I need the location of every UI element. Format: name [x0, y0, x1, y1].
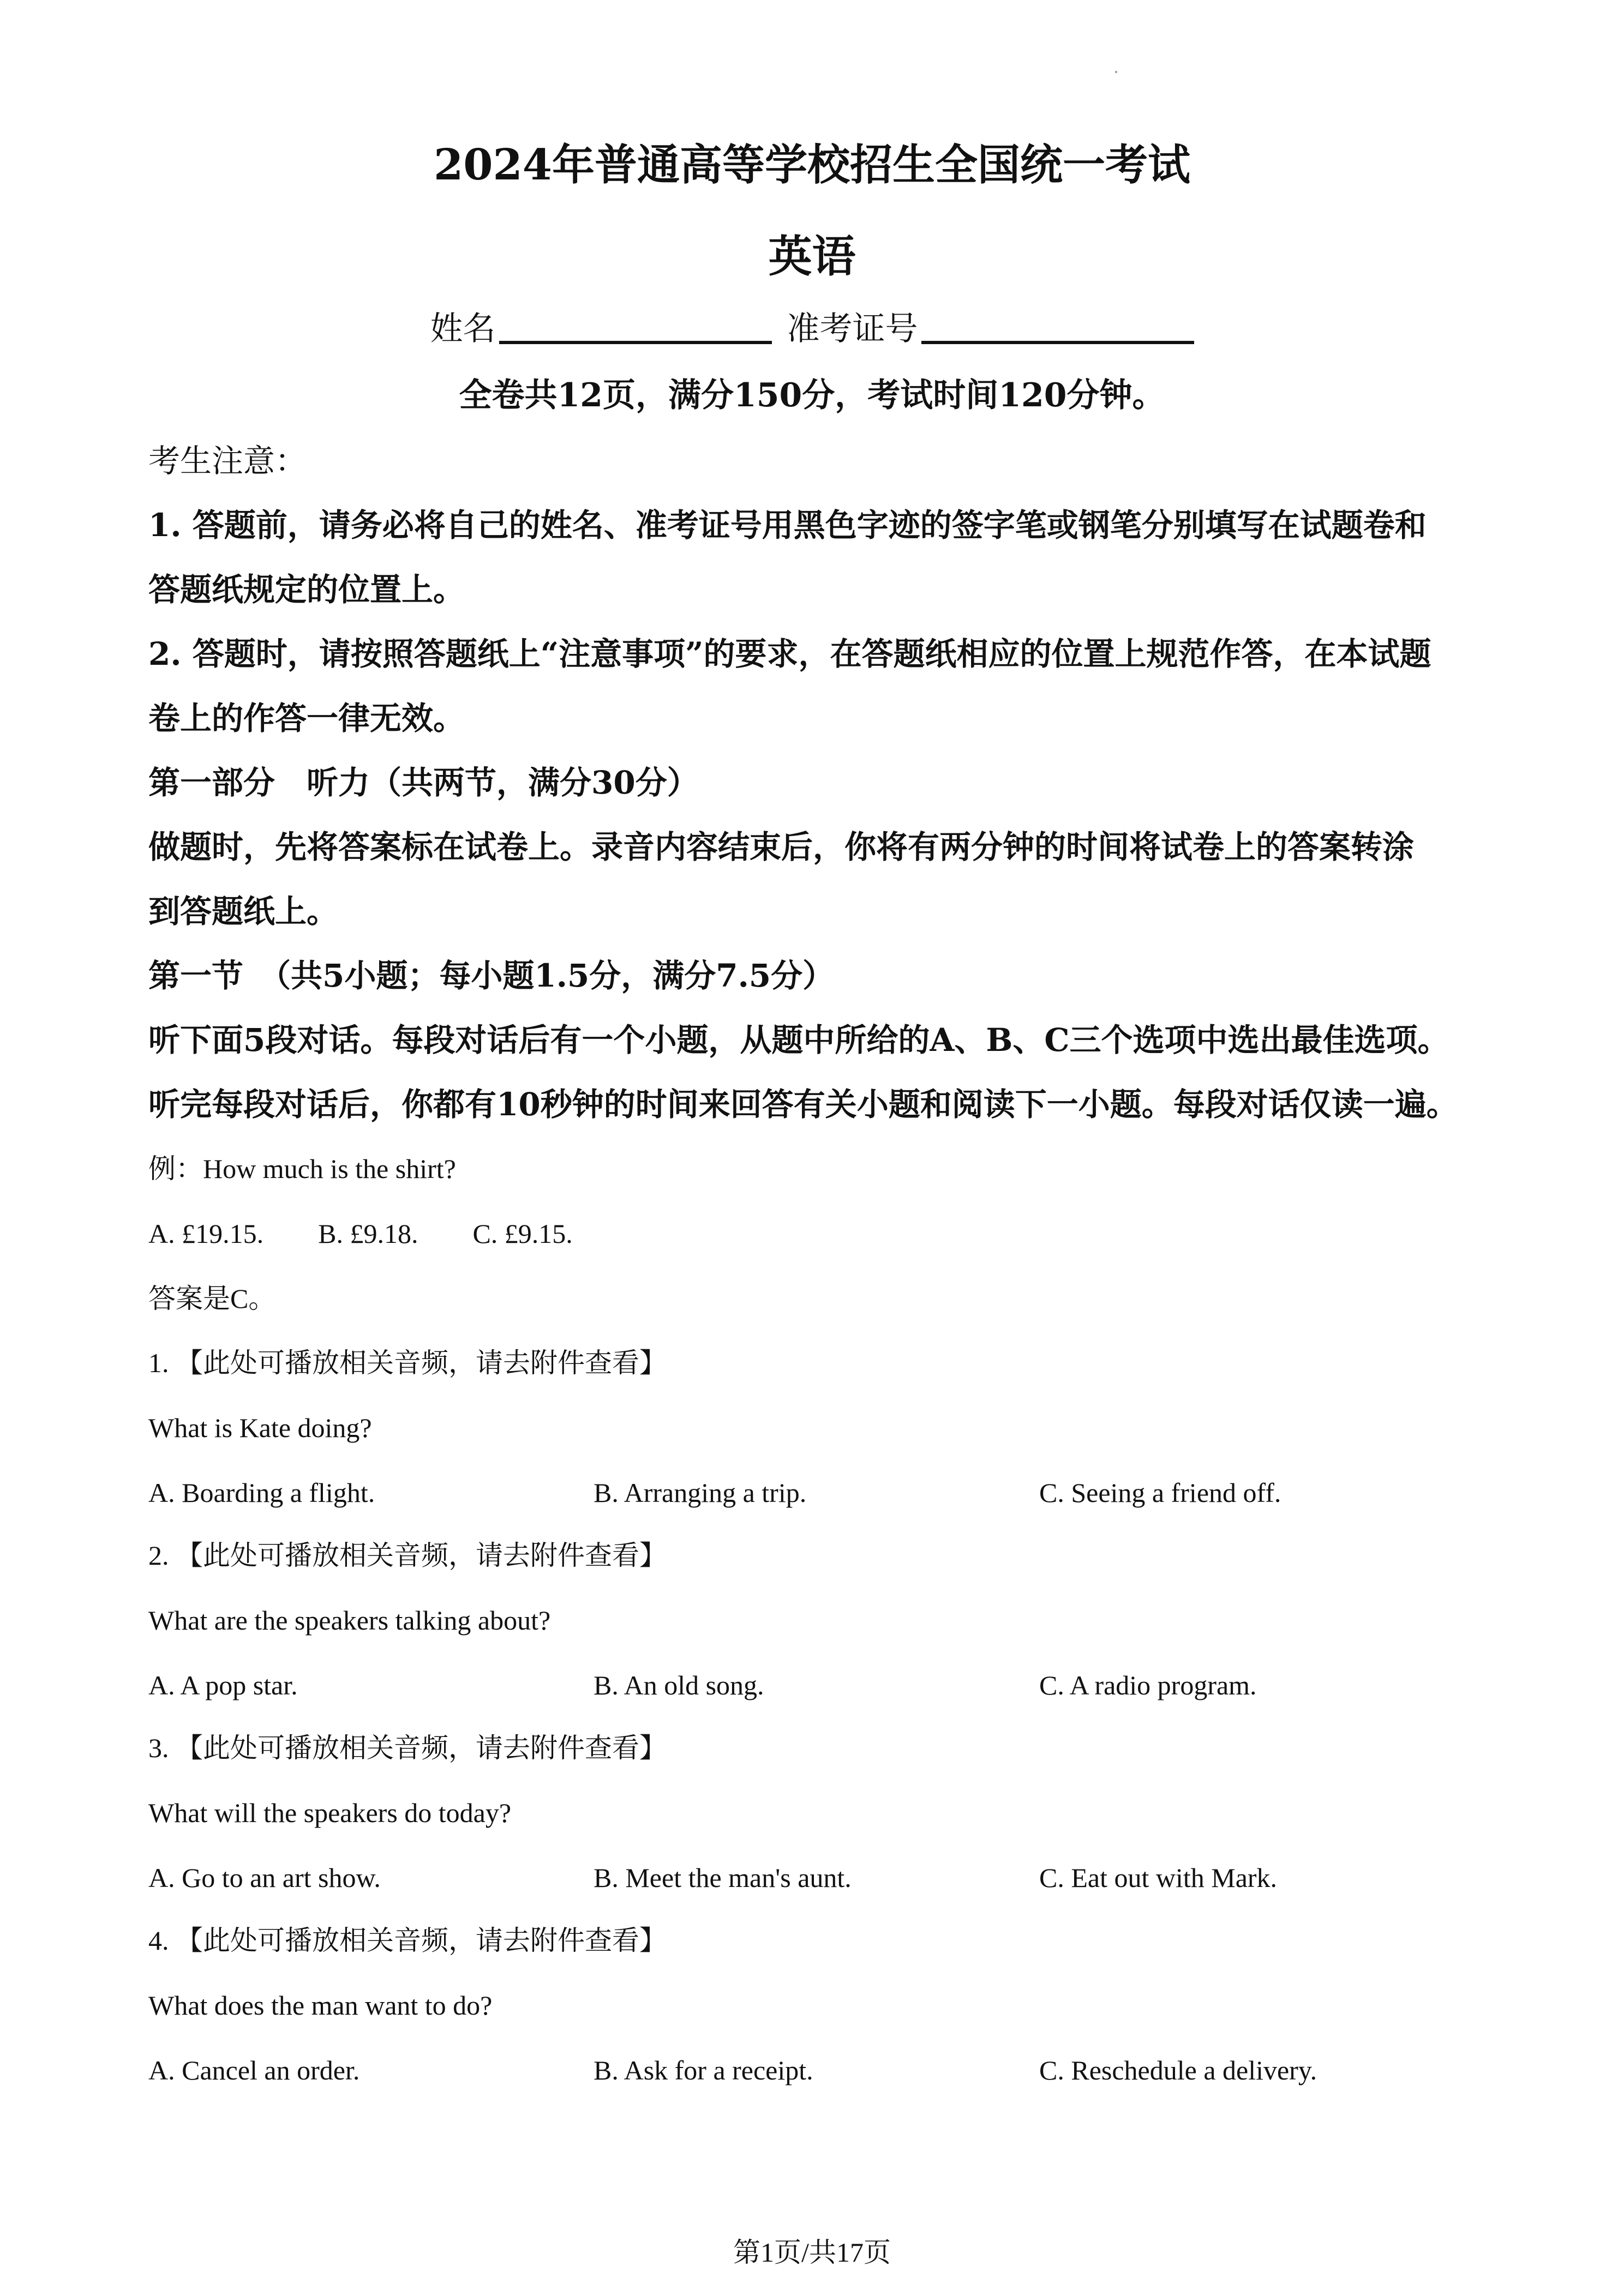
question-3-option-a: A. Go to an art show. — [148, 1862, 381, 1893]
question-3-audio-note: 3. 【此处可播放相关音频，请去附件查看】 — [148, 1733, 667, 1763]
question-4-option-c: C. Reschedule a delivery. — [1039, 2055, 1317, 2085]
question-4-audio-note: 4. 【此处可播放相关音频，请去附件查看】 — [148, 1925, 667, 1956]
part-one-instruction-line-2: 到答题纸上。 — [148, 893, 339, 930]
notice-item-1-line-1: 1. 答题前，请务必将自己的姓名、准考证号用黑色字迹的签字笔或钢笔分别填写在试题卷和 — [148, 507, 1427, 544]
question-3-option-b: B. Meet the man's aunt. — [594, 1862, 852, 1893]
exam-title: 2024年普通高等学校招生全国统一考试 — [433, 140, 1191, 190]
question-1-text: What is Kate doing? — [148, 1413, 372, 1443]
id-field[interactable] — [921, 308, 1194, 344]
question-2-option-a: A. A pop star. — [148, 1670, 298, 1700]
notice-item-1-line-2: 答题纸规定的位置上。 — [148, 571, 465, 608]
exam-info: 全卷共12页，满分150分，考试时间120分钟。 — [459, 376, 1165, 414]
notice-heading: 考生注意： — [148, 442, 307, 479]
part-one-instruction-line-1: 做题时，先将答案标在试卷上。录音内容结束后，你将有两分钟的时间将试卷上的答案转涂 — [148, 828, 1415, 865]
question-4-text: What does the man want to do? — [148, 1990, 493, 2021]
question-1-option-c: C. Seeing a friend off. — [1039, 1477, 1281, 1508]
question-2-text: What are the speakers talking about? — [148, 1605, 551, 1636]
question-2-audio-note: 2. 【此处可播放相关音频，请去附件查看】 — [148, 1540, 667, 1571]
scan-dot — [1115, 71, 1117, 73]
question-4-option-a: A. Cancel an order. — [148, 2055, 360, 2085]
part-one-heading: 第一部分 听力（共两节，满分30分） — [148, 764, 699, 801]
name-field[interactable] — [499, 308, 772, 344]
question-2-option-c: C. A radio program. — [1039, 1670, 1257, 1700]
candidate-info-row — [0, 304, 1624, 353]
question-1-option-a: A. Boarding a flight. — [148, 1477, 375, 1508]
example-answer: 答案是C。 — [148, 1283, 276, 1314]
section-one-heading: 第一节 （共5小题；每小题1.5分，满分7.5分） — [148, 957, 835, 994]
subject-title: 英语 — [768, 231, 856, 282]
question-1-option-b: B. Arranging a trip. — [594, 1477, 807, 1508]
page-number: 第1页/共17页 — [733, 2237, 891, 2268]
section-one-instruction-line-2: 听完每段对话后，你都有10秒钟的时间来回答有关小题和阅读下一小题。每段对话仅读一遍。 — [148, 1086, 1458, 1123]
name-label: 姓名 — [430, 310, 496, 348]
question-1-audio-note: 1. 【此处可播放相关音频，请去附件查看】 — [148, 1348, 667, 1378]
question-3-text: What will the speakers do today? — [148, 1798, 512, 1828]
question-4-option-b: B. Ask for a receipt. — [594, 2055, 813, 2085]
id-label: 准考证号 — [787, 310, 918, 348]
section-one-instruction-line-1: 听下面5段对话。每段对话后有一个小题，从题中所给的A、B、C三个选项中选出最佳选项。 — [148, 1021, 1449, 1059]
notice-item-2-line-2: 卷上的作答一律无效。 — [148, 700, 465, 737]
question-2-option-b: B. An old song. — [594, 1670, 764, 1700]
question-3-option-c: C. Eat out with Mark. — [1039, 1862, 1278, 1893]
example-question: 例：How much is the shirt? — [148, 1153, 456, 1184]
notice-item-2-line-1: 2. 答题时，请按照答题纸上“注意事项”的要求，在答题纸相应的位置上规范作答，在本试题 — [148, 635, 1431, 672]
example-options: A. £19.15. B. £9.18. C. £9.15. — [148, 1218, 573, 1249]
